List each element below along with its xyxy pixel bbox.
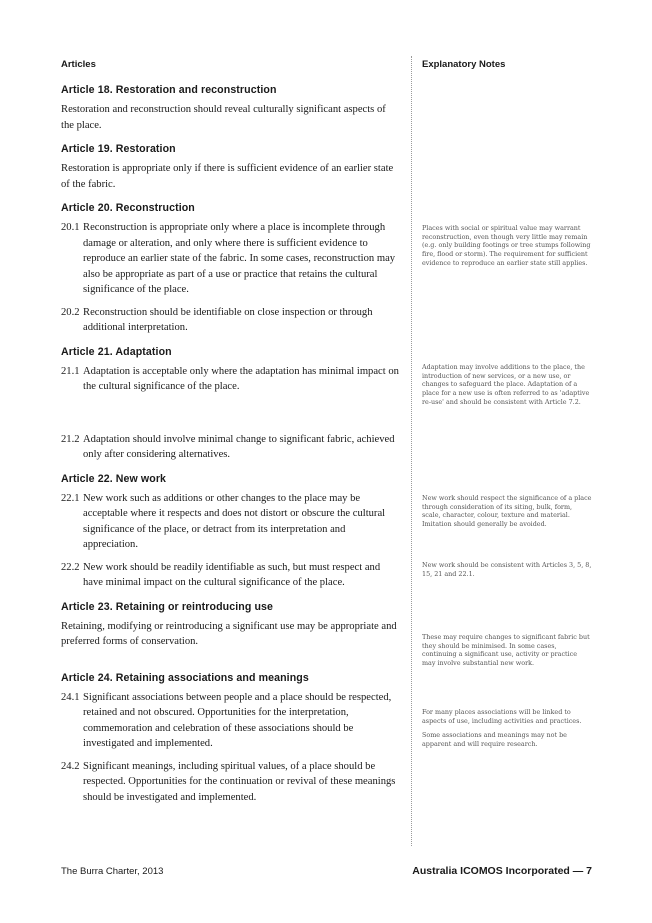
note-text: For many places associations will be linked to aspects of use, including activities and practices. [422, 708, 582, 725]
clause-text: Reconstruction is appropriate only where a place is incomplete through damage or alteration, and only where there is sufficient evidence to reproduce an earlier state of the fabric. In some cases, reconstruction may also be appropriate as part of a use or practice that retains the cultural significance of the place. [83, 222, 396, 295]
article-heading: Article 23. Retaining or reintroducing use [61, 600, 273, 613]
clause [61, 491, 401, 553]
articles-column [61, 84, 401, 815]
article-text: Restoration and reconstruction should reveal culturally significant aspects of the place. [61, 104, 386, 131]
clause-text: Significant meanings, including spiritual values, of a place should be respected. Opportunities for the continuation or revival of these meanings should be investigated and implemented. [83, 760, 396, 803]
note-article-22-2 [422, 561, 592, 584]
article-20 [61, 202, 401, 336]
article-heading: Article 19. Restoration [61, 143, 176, 155]
clause-text: Adaptation is acceptable only where the adaptation has minimal impact on the cultural significance of the place. [83, 365, 399, 392]
clause [61, 220, 401, 298]
article-text: Retaining, modifying or reintroducing a significant use may be appropriate and preferred forms of conservation. [61, 620, 397, 647]
clause-number: 20.1 [61, 222, 80, 233]
note-article-21 [422, 363, 592, 413]
clause [61, 690, 401, 752]
clause-text: New work should be readily identifiable as such, but must respect and have minimal impact on the cultural significance of the place. [83, 561, 381, 588]
articles-column-heading: Articles [61, 59, 96, 70]
note-text: These may require changes to significant fabric but they should be minimised. In some cases, continuing a significant use, activity or practice may involve substantial new work. [422, 633, 590, 668]
article-heading: Article 18. Restoration and reconstruction [61, 84, 277, 96]
clause-text: Significant associations between people and a place should be respected, retained and not obscured. Opportunities for the interpretation, commemoration and celebration of these associations should be investigated and implemented. [83, 691, 392, 749]
clause [61, 560, 401, 591]
clause-number: 22.2 [61, 561, 80, 573]
article-heading: Article 21. Adaptation [61, 345, 172, 358]
clause-number: 20.2 [61, 306, 80, 318]
note-text: New work should be consistent with Articles 3, 5, 8, 15, 21 and 22.1. [422, 561, 592, 578]
note-text: Places with social or spiritual value may warrant reconstruction, even though very little may remain (e.g. only building footings or tree stumps following fire, flood or storm). The requirement for sufficient evidence to reproduce an earlier state still applies. [422, 224, 591, 267]
note-text: New work should respect the significance of a place through consideration of its siting, bulk, form, scale, character, colour, texture and material. Imitation should generally be avoided. [422, 494, 592, 529]
clause-text: Adaptation should involve minimal change to significant fabric, achieved only after considering alternatives. [83, 433, 395, 460]
article-heading: Article 24. Retaining associations and meanings [61, 671, 309, 684]
article-24 [61, 672, 401, 806]
note-article-23 [422, 633, 592, 674]
article-text: Restoration is appropriate only if there is sufficient evidence of an earlier state of the fabric. [61, 163, 394, 190]
note-article-24 [422, 708, 592, 755]
clause [61, 364, 401, 395]
clause-number: 24.2 [61, 760, 80, 772]
article-22 [61, 473, 401, 591]
column-divider [411, 56, 412, 846]
note-article-20 [422, 224, 592, 274]
article-19 [61, 143, 401, 192]
note-text: Adaptation may involve additions to the place, the introduction of new services, or a new use, or changes to safeguard the place. Adaptation of a place for a new use is often referred to as 'adaptive re-use' and should be consistent with Article 7.2. [422, 363, 590, 406]
article-18 [61, 84, 401, 133]
notes-column-heading: Explanatory Notes [422, 59, 506, 70]
clause-text: Reconstruction should be identifiable on close inspection or through additional interpretation. [83, 306, 373, 333]
article-23 [61, 601, 401, 650]
article-heading: Article 22. New work [61, 472, 167, 485]
clause [61, 759, 401, 806]
clause-number: 21.1 [61, 365, 80, 377]
clause [61, 305, 401, 336]
note-article-22-1 [422, 494, 592, 535]
clause [61, 432, 401, 463]
clause-number: 22.1 [61, 492, 80, 504]
note-text: Some associations and meanings may not be apparent and will require research. [422, 731, 567, 749]
footer-title: The Burra Charter, 2013 [61, 866, 164, 877]
footer-page-info: Australia ICOMOS Incorporated — 7 [412, 865, 592, 877]
article-heading: Article 20. Reconstruction [61, 202, 195, 214]
clause-text: New work such as additions or other changes to the place may be acceptable where it respects and does not distort or obscure the cultural significance of the place, or detract from its interpretation and appreciation. [83, 492, 386, 550]
clause-number: 24.1 [61, 691, 80, 703]
clause-number: 21.2 [61, 433, 80, 445]
article-21 [61, 346, 401, 463]
